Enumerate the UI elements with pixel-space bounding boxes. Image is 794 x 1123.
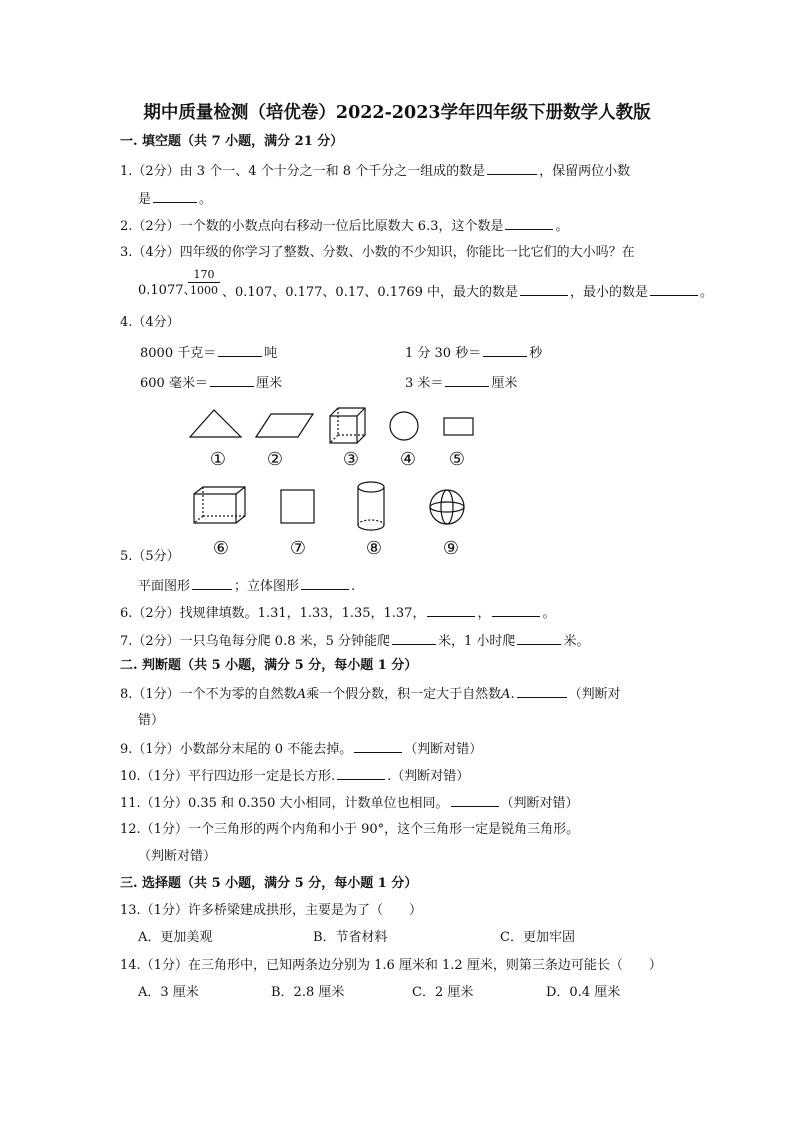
question-4-label: 4.（4分） <box>120 315 180 330</box>
square-shape <box>281 490 314 523</box>
circle-shape <box>390 412 418 440</box>
question-5-tail: . <box>351 579 356 594</box>
question-1-text-tail: ，保留两位小数 <box>539 164 631 179</box>
section-heading-multiple-choice: 三. 选择题（共 5 小题，满分 5 分，每小题 1 分） <box>120 876 418 891</box>
question-7-tail: 米。 <box>563 634 590 649</box>
question-5-answer-line <box>138 576 355 596</box>
question-3-text-b: ，最小的数是 <box>570 285 649 300</box>
question-6-sep: ， <box>477 606 491 621</box>
question-7-text-b: 米，1 小时爬 <box>438 634 516 649</box>
section-heading-fill-in: 一. 填空题（共 7 小题，满分 21 分） <box>120 134 344 149</box>
question-1-text: 1.（2分）由 3 个一、4 个十分之一和 8 个千分之一组成的数是 <box>120 164 486 179</box>
question-6-text: 6.（2分）找规律填数。1.31，1.33，1.35，1.37， <box>120 606 426 621</box>
variable-a: A <box>501 687 511 702</box>
answer-blank[interactable] <box>492 603 540 617</box>
question-8-line-1 <box>120 684 621 704</box>
question-14-option-a[interactable]: A．3 厘米 <box>138 985 199 1000</box>
question-8-period: . <box>510 687 515 702</box>
question-6-tail: 。 <box>542 606 556 621</box>
conversion-text: 1 分 30 秒＝ <box>405 346 482 361</box>
shape-number-6: ⑥ <box>212 538 230 559</box>
section-heading-true-false: 二. 判断题（共 5 小题，满分 5 分，每小题 1 分） <box>120 658 418 673</box>
question-8-line-2: 错） <box>138 713 165 728</box>
question-13-option-b[interactable]: B．节省材料 <box>313 930 388 945</box>
answer-blank[interactable] <box>192 576 232 590</box>
shape-number-8: ⑧ <box>365 538 383 559</box>
question-5-label: 5.（5分） <box>120 549 180 564</box>
conversion-text: 8000 千克＝ <box>140 346 217 361</box>
variable-a: A <box>296 687 307 702</box>
question-9 <box>120 739 482 759</box>
question-13-option-c[interactable]: C．更加牢固 <box>500 930 575 945</box>
question-10-text: 10.（1分）平行四边形一定是长方形. <box>120 769 336 784</box>
answer-blank[interactable] <box>354 739 402 753</box>
fraction-denominator: 1000 <box>190 284 218 297</box>
question-10-hint: .（判断对错） <box>387 769 470 784</box>
triangle-shape <box>190 410 241 437</box>
page-title: 期中质量检测（培优卷）2022-2023学年四年级下册数学人教版 <box>143 103 651 123</box>
shape-number-2: ② <box>266 449 284 470</box>
question-3-tail: 。 <box>700 285 714 300</box>
question-5-text-b: ；立体图形 <box>234 579 300 594</box>
question-5-text: 平面图形 <box>138 579 191 594</box>
question-2-tail: 。 <box>555 219 569 234</box>
conversion-unit: 厘米 <box>491 376 518 391</box>
question-12-line-2: （判断对错） <box>138 849 217 864</box>
question-7 <box>120 631 589 651</box>
answer-blank[interactable] <box>451 793 499 807</box>
conversion-unit: 吨 <box>264 346 278 361</box>
answer-blank[interactable] <box>517 631 561 645</box>
question-14-option-c[interactable]: C．2 厘米 <box>412 985 474 1000</box>
question-14-option-b[interactable]: B．2.8 厘米 <box>271 985 345 1000</box>
cuboid-shape <box>194 487 245 523</box>
rectangle-shape <box>444 418 473 435</box>
question-3-line-1: 3.（4分）四年级的你学习了整数、分数、小数的不少知识，你能比一比它们的大小吗？在 <box>120 245 635 260</box>
question-8-text: 8.（1分）一个不为零的自然数 <box>120 687 297 702</box>
question-9-text: 9.（1分）小数部分末尾的 0 不能去掉。 <box>120 742 353 757</box>
conversion-text: 600 毫米＝ <box>140 376 208 391</box>
question-1-text: 是 <box>138 192 152 207</box>
question-3-number-a: 0.1077、 <box>138 283 197 298</box>
question-2-text: 2.（2分）一个数的小数点向右移动一位后比原数大 6.3，这个数是 <box>120 219 504 234</box>
conversion-unit: 厘米 <box>255 376 282 391</box>
question-8-text-b: 乘一个假分数，积一定大于自然数 <box>306 687 502 702</box>
answer-blank[interactable] <box>517 684 567 698</box>
answer-blank[interactable] <box>301 576 349 590</box>
shape-number-9: ⑨ <box>442 538 460 559</box>
conversion-unit: 秒 <box>529 346 543 361</box>
question-13-stem: 13.（1分）许多桥梁建成拱形，主要是为了（ ） <box>120 903 422 918</box>
conversion-text: 3 米＝ <box>405 376 444 391</box>
question-12-line-1: 12.（1分）一个三角形的两个内角和小于 90°，这个三角形一定是锐角三角形。 <box>120 822 580 837</box>
question-10 <box>120 766 469 786</box>
shape-number-3: ③ <box>342 449 360 470</box>
question-14-stem: 14.（1分）在三角形中，已知两条边分别为 1.6 厘米和 1.2 厘米，则第三条边可能长（ ） <box>120 958 662 973</box>
parallelogram-shape <box>256 414 313 437</box>
cube-shape <box>330 408 365 443</box>
question-9-hint: （判断对错） <box>404 742 483 757</box>
question-6 <box>120 603 556 623</box>
answer-blank[interactable] <box>392 631 436 645</box>
question-1-text-tail: 。 <box>199 192 213 207</box>
shape-number-7: ⑦ <box>289 538 307 559</box>
cylinder-shape <box>358 482 384 530</box>
question-7-text: 7.（2分）一只乌龟每分爬 0.8 米，5 分钟能爬 <box>120 634 391 649</box>
question-14-option-d[interactable]: D．0.4 厘米 <box>546 985 621 1000</box>
question-11-hint: （判断对错） <box>500 796 579 811</box>
question-3-text: 、0.107、0.177、0.17、0.1769 中，最大的数是 <box>222 285 518 300</box>
fraction-numerator: 170 <box>193 268 215 281</box>
question-11 <box>120 793 579 813</box>
answer-blank[interactable] <box>337 766 385 780</box>
question-11-text: 11.（1分）0.35 和 0.350 大小相同，计数单位也相同。 <box>120 796 449 811</box>
answer-blank[interactable] <box>427 603 475 617</box>
shape-number-4: ④ <box>399 449 417 470</box>
question-13-option-a[interactable]: A．更加美观 <box>138 930 213 945</box>
sphere-shape <box>430 490 464 524</box>
shape-number-5: ⑤ <box>448 449 466 470</box>
shape-number-1: ① <box>209 449 227 470</box>
question-8-hint: （判断对 <box>568 687 621 702</box>
